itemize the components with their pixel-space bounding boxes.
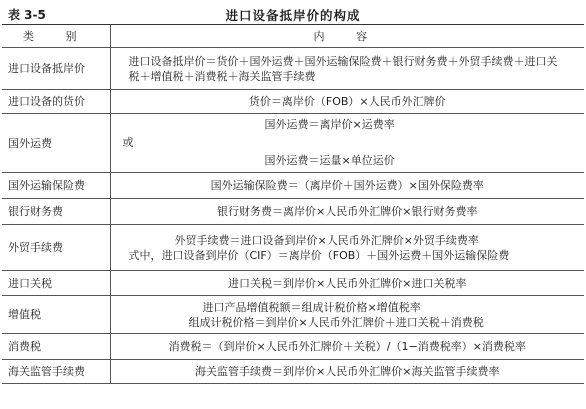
row-category: 银行财务费 [2,199,110,225]
row-category: 消费税 [2,334,110,360]
table-caption [0,0,586,24]
row-category: 进口设备抵岸价 [2,48,110,90]
table-row [2,225,584,271]
formula-line: 消费税＝（到岸价×人民币外汇牌价＋关税）/（1−消费税率）×消费税率 [168,340,526,353]
formula-line: 海关监管手续费＝到岸价×人民币外汇牌价×海关监管手续费率 [195,365,500,378]
formula-line: 货价＝离岸价（FOB）×人民币外汇牌价 [248,95,446,108]
row-category: 海关监管手续费 [2,360,110,384]
row-category: 国外运费 [2,114,110,173]
row-content [110,225,584,271]
formula-line: 式中，进口设备到岸价（CIF）＝离岸价（FOB）＋国外运费＋国外运输保险费 [128,248,510,262]
cost-composition-table [2,24,584,384]
row-content [110,296,584,334]
formula-line: 组成计税价格＝到岸价×人民币外汇牌价＋进口关税＋消费税 [188,315,484,329]
or-label: 或 [122,136,134,149]
row-category: 进口设备的货价 [2,90,110,114]
row-content [110,90,584,114]
row-content [110,199,584,225]
formula-line: 国外运输保险费＝（离岸价＋国外运费）×国外保险费率 [210,179,484,192]
table-row [2,48,584,90]
header-category: 类 别 [2,25,110,48]
table-row [2,334,584,360]
row-content [110,48,584,90]
row-category: 进口关税 [2,271,110,296]
formula-line: 国外运费＝运量×单位运价 [264,154,395,167]
formula-line: 进口关税＝到岸价×人民币外汇牌价×进口关税率 [228,276,467,290]
row-category: 国外运输保险费 [2,173,110,199]
formula-line: 外贸手续费＝进口设备到岸价×人民币外汇牌价×外贸手续费率 [174,233,479,247]
formula-line: 进口设备抵岸价＝货价＋国外运费＋国外运输保险费＋银行财务费＋外贸手续费＋进口关 [128,54,558,68]
table-number: 表 3-5 [8,8,46,22]
row-content [110,173,584,199]
formula-line: 银行财务费＝离岸价×人民币外汇牌价×银行财务费率 [217,205,478,218]
formula-line: 国外运费＝离岸价×运费率 [264,118,395,131]
table-row [2,296,584,334]
row-content [110,360,584,384]
formula-line: 税＋增值税＋消费税＋海关监管手续费 [128,69,316,83]
table-row [2,114,584,173]
table-row [2,173,584,199]
row-content [110,114,584,173]
row-content [110,334,584,360]
row-category: 增值税 [2,296,110,334]
table-row [2,360,584,384]
row-category: 外贸手续费 [2,225,110,271]
table-title: 进口设备抵岸价的构成 [225,8,361,23]
table-row [2,199,584,225]
table-row [2,90,584,114]
header-content: 内 容 [110,25,584,48]
table-row [2,271,584,296]
row-content [110,271,584,296]
table-header-row [2,25,584,48]
formula-line: 进口产品增值税额＝组成计税价格×增值税率 [202,300,421,314]
